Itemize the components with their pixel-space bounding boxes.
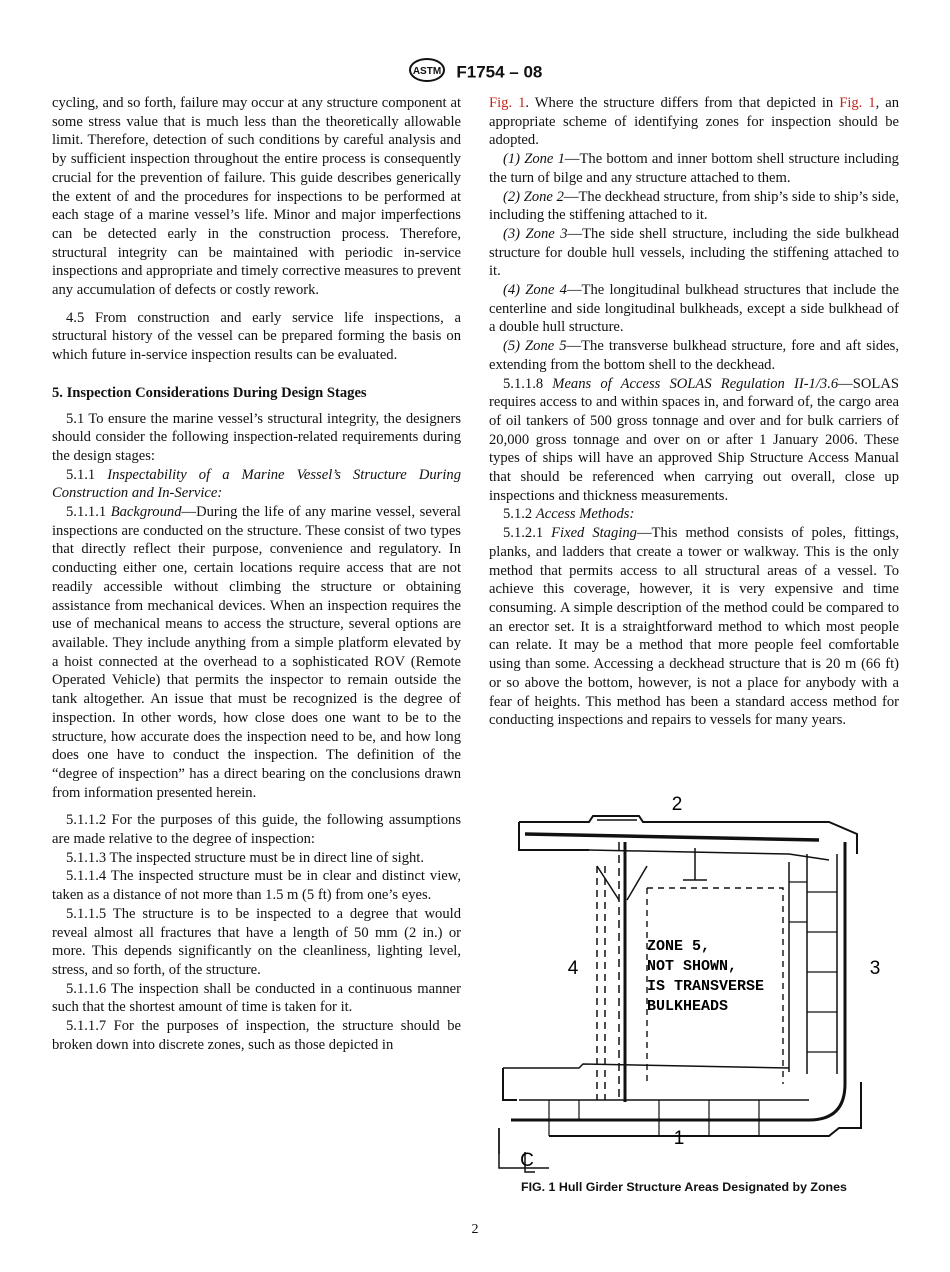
centerline-label: C [520, 1150, 534, 1171]
paragraph-5-1-1-4: 5.1.1.4 The inspected structure must be in clear and distinct view, taken as a distance of not more than 1.5 m (5 ft) from one’s eyes. [52, 868, 461, 904]
right-column [489, 94, 899, 730]
fig1-link[interactable]: Fig. 1 [489, 95, 526, 111]
zone-3-item: (3) Zone 3—The side shell structure, including the side bulkhead structure for double hull vessels, including the stiffening attached to it. [489, 225, 899, 280]
left-column [52, 94, 461, 1054]
page-header [0, 58, 950, 87]
zone-1-item: (1) Zone 1—The bottom and inner bottom shell structure including the turn of bilge and any structure attached to them. [489, 151, 899, 186]
paragraph-cont: cycling, and so forth, failure may occur at any structure component at some stress value that is much less than the theoretically allowable limit. Therefore, detection of such conditions by careful analysis and by sufficient inspection throughout the entire process is consequently crucial for the prevention of failure. This guide describes generically the extent of and the procedures for inspections to be performed at each stage of a marine vessel’s life. Minor and major imperfections can be detected early in the construction process. Therefore, structural integrity can be maintained with periodic in-service inspections and appropriate and timely corrective measures to prevent any accumulation of defects or costly rework. [52, 95, 461, 299]
section-5-heading: 5. Inspection Considerations During Design Stages [52, 384, 367, 401]
logo-text: ASTM [412, 66, 441, 77]
paragraph-5-1-1-5: 5.1.1.5 The structure is to be inspected to a degree that would reveal almost all fractures that have a length of 50 mm (2 in.) or more. This depends significantly on the cleanliness, lighting level, stress, and so forth, of the structure. [52, 905, 461, 978]
hull-girder-figure [489, 782, 899, 1182]
paragraph-5-1-1-8: 5.1.1.8 Means of Access SOLAS Regulation II-1/3.6—SOLAS requires access to and within spaces in, and forward of, the cargo area of oil tankers of 500 gross tonnage and over and for bulk carriers of 20,000 gross tonnage and over on or after 1 January 2006. These types of ships will have an approved Ship Structure Access Manual that should be referenced when carrying out overall, close up inspections and thickness measurements. [489, 375, 899, 504]
page-number: 2 [471, 1222, 479, 1237]
paragraph-fig-ref: Fig. 1. Where the structure differs from that depicted in Fig. 1, an appropriate scheme of identifying zones for inspection should be adopted. [489, 95, 899, 149]
zone-5-item: (5) Zone 5—The transverse bulkhead structure, fore and aft sides, extending from the bottom shell to the deckhead. [489, 338, 899, 373]
zone-5-note-line: IS TRANSVERSE [647, 978, 765, 995]
zone-2-label: 2 [671, 794, 683, 815]
paragraph-5-1-1-2: 5.1.1.2 For the purposes of this guide, the following assumptions are made relative to the degree of inspection: [52, 812, 461, 848]
astm-logo-icon [408, 58, 446, 87]
zone-1-label: 1 [673, 1128, 685, 1149]
zone-5-note-line: ZONE 5, [647, 938, 711, 955]
zone-4-label: 4 [567, 958, 579, 979]
paragraph-5-1-1-1: 5.1.1.1 Background—During the life of any marine vessel, several inspections are conducted on the structure. These consist of two types that directly reflect their purpose, convenience and regulatory. In conducting either one, certain locations require access that are not readily accessible without climbing the structure or obtaining assistance from mechanical devices. When an inspection requires the use of mechanical means to access the structure, several options are available. They include anything from a simple platform elevated by a hoist connected at the overhead to a sophisticated ROV (Remote Operated Vehicle) that permits the inspector to remain outside the tank altogether. An issue that must be recognized is the degree of inspection. In other words, how close does one want to be to the structure, how accurate does the inspection need to be, and how long does one have to conduct the inspection. The definition of the “degree of inspection” has a direct bearing on the conclusions drawn from information presented herein. [52, 504, 461, 801]
hull-section-drawing [489, 782, 899, 1182]
figure-caption: FIG. 1 Hull Girder Structure Areas Designated by Zones [521, 1180, 847, 1194]
zone-2-item: (2) Zone 2—The deckhead structure, from ship’s side to ship’s side, including the stiffening attached to it. [489, 188, 899, 224]
zone-3-label: 3 [869, 958, 881, 979]
document-code: F1754 – 08 [456, 62, 543, 82]
zone-5-note-line: BULKHEADS [647, 998, 729, 1015]
paragraph-5-1-1: 5.1.1 Inspectability of a Marine Vessel’s Structure During Construction and In-Service: [52, 466, 461, 502]
paragraph-5-1-1-7: 5.1.1.7 For the purposes of inspection, the structure should be broken down into discrete zones, such as those depicted in [52, 1018, 461, 1053]
paragraph-5-1-1-3: 5.1.1.3 The inspected structure must be in direct line of sight. [66, 849, 425, 866]
zone-5-note-line: NOT SHOWN, [647, 958, 738, 975]
paragraph-4-5: 4.5 From construction and early service life inspections, a structural history of the vessel can be prepared forming the basis on which future in-service inspection results can be evaluated. [52, 309, 461, 364]
paragraph-5-1-2: 5.1.2 Access Methods: [503, 506, 635, 523]
paragraph-5-1: 5.1 To ensure the marine vessel’s structural integrity, the designers should consider the following inspection-related requirements during the design stages: [52, 410, 461, 464]
paragraph-5-1-1-6: 5.1.1.6 The inspection shall be conducted in a continuous manner such that the shortest amount of time is taken for it. [52, 980, 461, 1016]
zone-4-item: (4) Zone 4—The longitudinal bulkhead structures that include the centerline and side longitudinal bulkheads, except a side bulkhead of a double hull structure. [489, 282, 899, 336]
paragraph-5-1-2-1: 5.1.2.1 Fixed Staging—This method consists of poles, fittings, planks, and ladders that create a tower or walkway. This is the only method that permits access to all structural areas of a vessel. To achieve this coverage, however, it is very expensive and time consuming. A simple description of the method could be compared to an erector set. It is a straightforward method to which most people can relate. It may be a method that more people feel comfortable using than some. Accessing a deckhead structure that is 20 m (66 ft) or so above the bottom, however, is not a place for anybody with a fear of heights. This method has been a standard access method for conducting inspections and repairs to vessels for many years. [489, 525, 899, 729]
fig1-link[interactable]: Fig. 1 [839, 95, 876, 111]
